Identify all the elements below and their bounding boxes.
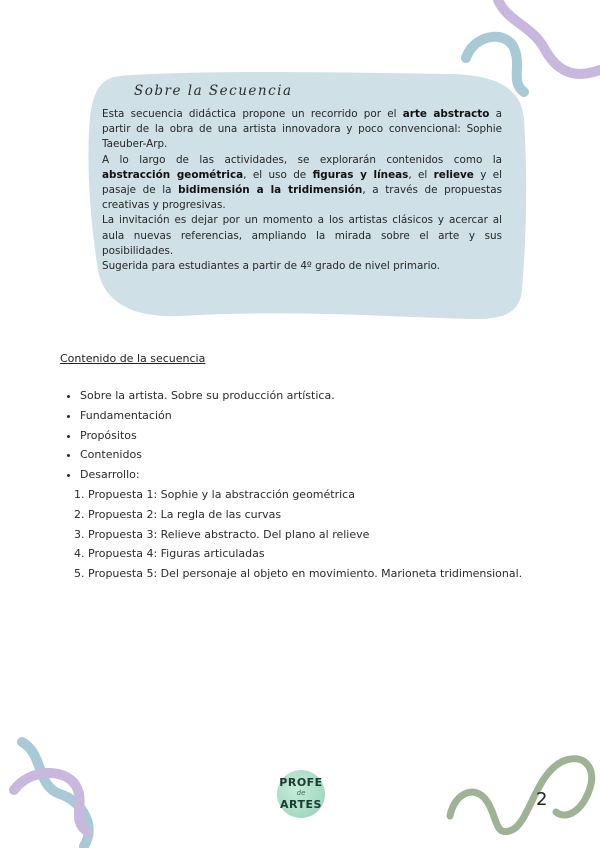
intro-paragraph-4: Sugerida para estudiantes a partir de 4º grado de nivel primario. <box>102 260 440 273</box>
list-item: 4. Propuesta 4: Figuras articuladas <box>88 544 522 564</box>
bottom-left-squiggle-decoration <box>0 728 140 848</box>
list-item: 5. Propuesta 5: Del personaje al objeto en movimiento. Marioneta tridimensional. <box>88 564 522 584</box>
list-item: 2. Propuesta 2: La regla de las curvas <box>88 505 522 525</box>
bottom-right-squiggle-decoration <box>436 730 600 848</box>
intro-box-title: Sobre la Secuencia <box>134 83 293 99</box>
list-item: • Sobre la artista. Sobre su producción artística. <box>80 386 335 406</box>
intro-paragraph-3: La invitación es dejar por un momento a los artistas clásicos y acercar al aula nuevas referencias, ampliando la mirada sobre el arte y sus posibilidades. <box>102 214 502 257</box>
intro-paragraph-2: A lo largo de las actividades, se explorarán contenidos como la abstracción geométrica, el uso de figuras y líneas, el relieve y el pasaje de la bidimensión a la tridimensión, a través de propuestas creativas y progresivas. <box>102 153 502 212</box>
list-item: 3. Propuesta 3: Relieve abstracto. Del plano al relieve <box>88 525 522 545</box>
list-item: • Propósitos <box>80 426 335 446</box>
contents-bullet-list <box>60 386 335 485</box>
list-item: • Fundamentación <box>80 406 335 426</box>
intro-text <box>102 107 502 274</box>
list-item: 1. Propuesta 1: Sophie y la abstracción geométrica <box>88 485 522 505</box>
proposals-numbered-list <box>66 485 522 584</box>
list-item: • Desarrollo: <box>80 465 335 485</box>
profe-de-artes-logo: PROFE de ARTES <box>277 770 325 818</box>
list-item: • Contenidos <box>80 445 335 465</box>
contents-section-title: Contenido de la secuencia <box>60 352 206 365</box>
intro-paragraph-1: Esta secuencia didáctica propone un recorrido por el arte abstracto a partir de la obra de una artista innovadora y poco convencional: Sophie Taeuber-Arp. <box>102 108 502 151</box>
page-number: 2 <box>536 789 548 810</box>
